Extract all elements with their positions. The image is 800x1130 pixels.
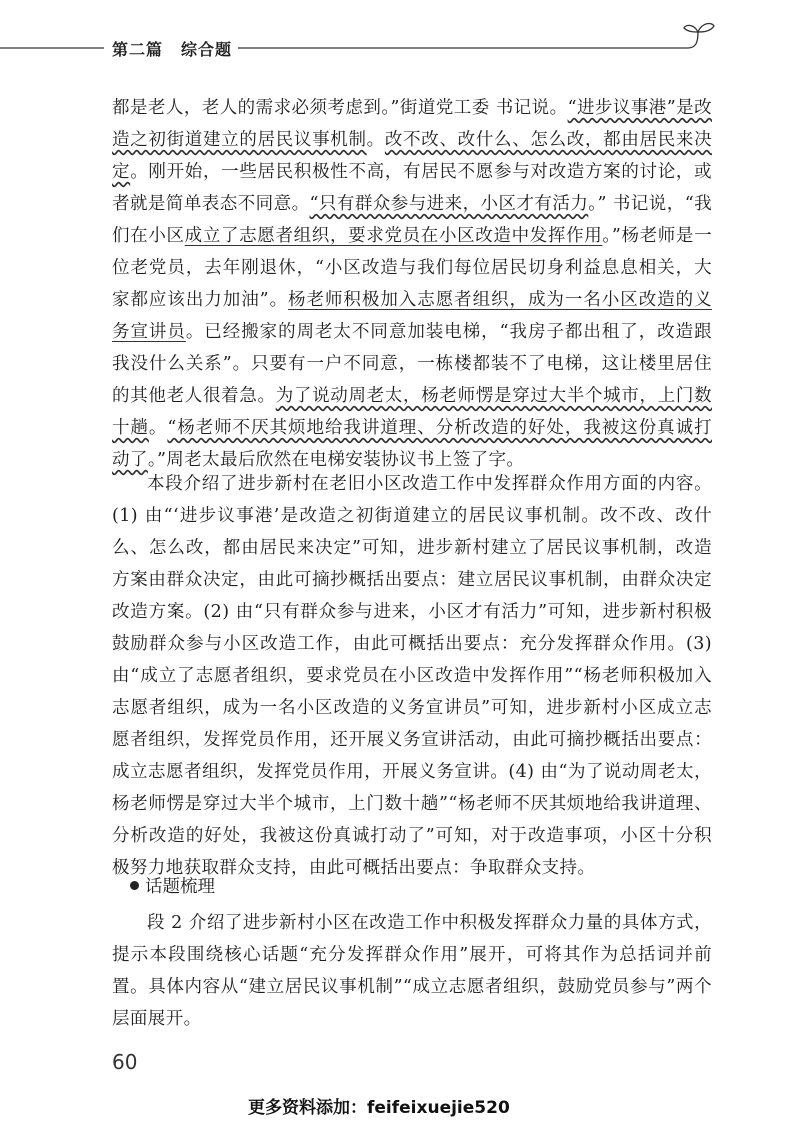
topic-paragraph: 段 2 介绍了进步新村小区在改造工作中积极发挥群众力量的具体方式，提示本段围绕核心话题“充分发挥群众作用”展开，可将其作为总括词并前置。具体内容从“建立居民议事机制”“成立志愿者组织，鼓励党员参与”两个层面展开。: [112, 913, 712, 1029]
text-segment: 都是老人，老人的需求必须考虑到。”街道党工委 书记说。: [112, 98, 568, 118]
text-segment: 。”周老太最后欣然在电梯安装协议书上签了字。: [147, 450, 525, 470]
text-segment: 。: [366, 130, 385, 150]
footer-note: 更多资料添加：feifeixuejie520: [248, 1098, 510, 1118]
header-part: 第二篇: [112, 40, 164, 59]
underlined-phrase: “进步议事港”是改造之初街道建立的居民议事机制: [112, 98, 712, 150]
text-segment: 。: [148, 418, 168, 438]
text-segment: 书记说，“我们在小区: [112, 194, 712, 246]
text-segment: 。”杨老师是一位老党员，去年刚退休，“小区改造与我们每位居民切身利益息息相关，大家都应该出力加油”。: [112, 226, 712, 310]
bullet-icon: [130, 881, 139, 890]
header-title: [112, 37, 232, 60]
underlined-phrase: 改不改、改什么、怎么改，都由居民来决定: [112, 130, 713, 182]
section-heading-text: 话题梳理: [145, 877, 215, 897]
text-segment: 。已经搬家的周老太不同意加装电梯，“我房子都出租了，改造跟我没什么关系”。只要有一户不同意，一栋楼都装不了电梯，这让楼里居住的其他老人很着急。: [112, 322, 713, 406]
underlined-phrase: “杨老师不厌其烦地给我讲道理、分析改造的好处，我被这份真诚打动了: [112, 418, 712, 470]
passage-paragraph: [112, 92, 712, 476]
sprout-icon: [684, 24, 714, 48]
text-segment: 。”: [588, 194, 607, 214]
section-heading: [130, 875, 215, 899]
text-segment: 。刚开始，一些居民积极性不高，有居民不愿参与对改造方案的讨论，或者就是简单表态不同意。: [112, 162, 712, 214]
page-header: [0, 0, 800, 70]
underlined-phrase: 为了说动周老太，杨老师愣是穿过大半个城市，上门数十趟: [112, 386, 712, 438]
page-number: 60: [112, 1050, 138, 1074]
underlined-phrase: 成立了志愿者组织，要求党员在小区改造中发挥作用: [184, 226, 603, 246]
underlined-phrase: “只有群众参与进来，小区才有活力: [309, 194, 589, 214]
underlined-phrase: 杨老师积极加入志愿者组织，成为一名小区改造的义务宣讲员: [112, 290, 712, 342]
header-section: 综合题: [181, 40, 233, 59]
analysis-paragraph: 本段介绍了进步新村在老旧小区改造工作中发挥群众作用方面的内容。(1) 由“‘进步议事港’是改造之初街道建立的居民议事机制。改不改、改什么、怎么改，都由居民来决定”可知，进步新村建立了居民议事机制，改造方案由群众决定，由此可摘抄概括出要点：建立居民议事机制，由群众决定改造方案。(2) 由“只有群众参与进来，小区才有活力”可知，进步新村积极鼓励群众参与小区改造工作，由此可概括出要点：充分发挥群众作用。(3) 由“成立了志愿者组织，要求党员在小区改造中发挥作用”“杨老师积极加入志愿者组织，成为一名小区改造的义务宣讲员”可知，进步新村小区成立志愿者组织，发挥党员作用，还开展义务宣讲活动，由此可摘抄概括出要点：成立志愿者组织，发挥党员作用，开展义务宣讲。(4) 由“为了说动周老太，杨老师愣是穿过大半个城市，上门数十趟”“杨老师不厌其烦地给我讲道理、分析改造的好处，我被这份真诚打动了”可知，对于改造事项，小区十分积极努力地获取群众支持，由此可概括出要点：争取群众支持。: [112, 474, 712, 878]
